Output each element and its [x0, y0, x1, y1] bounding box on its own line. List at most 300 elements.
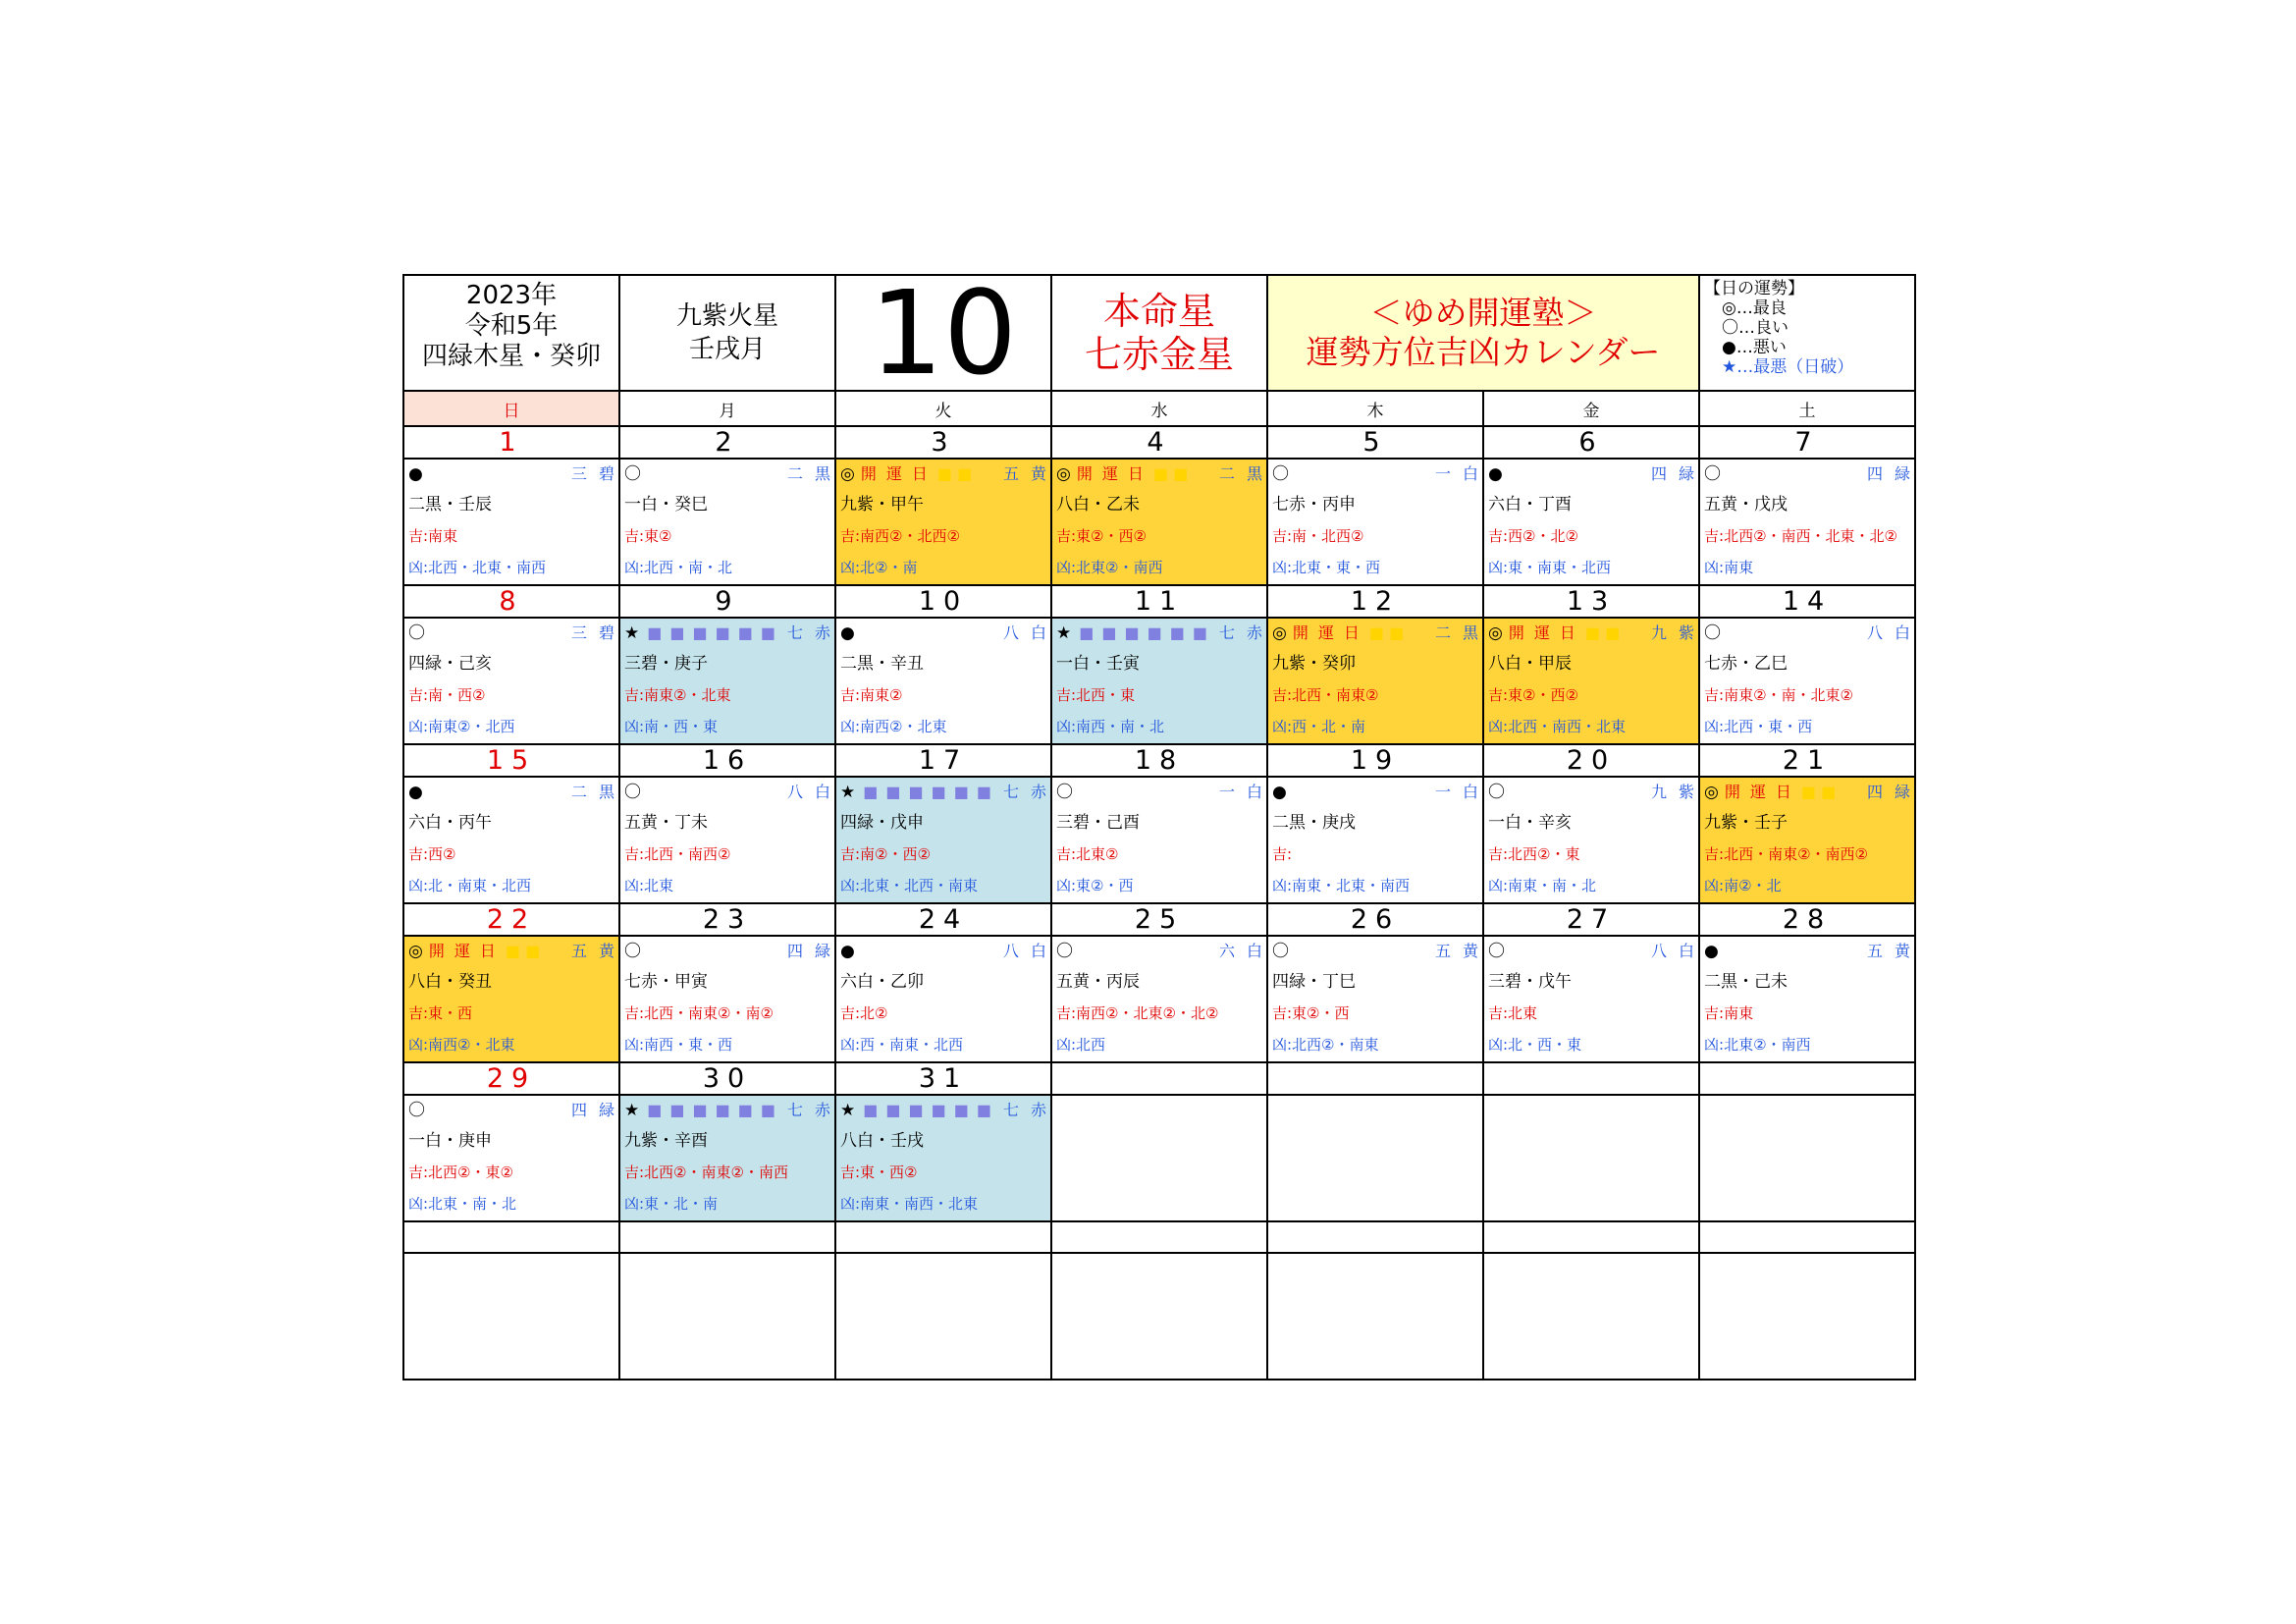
lucky-directions: 吉:南②・西② — [840, 845, 931, 863]
fortune-line — [1052, 619, 1274, 648]
lucky-directions: 吉:北西・南東② — [1272, 686, 1379, 704]
day-number — [1483, 1062, 1699, 1095]
lucky-directions: 吉:南・西② — [408, 686, 486, 704]
unlucky-directions: 凶:南西・南・北 — [1056, 718, 1165, 735]
unlucky-directions: 凶:北西②・南東 — [1272, 1036, 1379, 1054]
day-number: 13 — [1483, 585, 1699, 618]
lucky-directions: 吉:東② — [624, 527, 672, 545]
fortune-line — [836, 619, 1058, 648]
kaiun-squares: ■ ■ — [1152, 464, 1189, 483]
day-cell — [1699, 936, 1923, 1062]
day-number — [1699, 1062, 1915, 1095]
day-star: 一白 — [1218, 783, 1274, 801]
unlucky-directions: 凶:北西・東・西 — [1704, 718, 1813, 735]
day-kanshi: 六白・丙午 — [408, 813, 492, 833]
day-kanshi: 四緑・己亥 — [408, 654, 492, 674]
day-number: 21 — [1699, 744, 1915, 777]
unlucky-directions: 凶:北東・北西・南東 — [840, 877, 979, 894]
title-line1: ＜ゆめ開運塾＞ — [1369, 294, 1597, 332]
day-cell — [1267, 777, 1490, 903]
day-star: 二黒 — [1434, 623, 1490, 642]
day-kanshi: 二黒・庚戌 — [1272, 813, 1356, 833]
fortune-line — [404, 778, 626, 807]
day-cell — [1483, 936, 1707, 1062]
unlucky-directions: 凶:南東 — [1704, 559, 1754, 576]
day-kanshi: 一白・辛亥 — [1488, 813, 1572, 833]
calendar-title — [1267, 275, 1699, 391]
day-number: 11 — [1051, 585, 1267, 618]
lucky-directions: 吉:東・西 — [408, 1004, 473, 1022]
month-star-info — [619, 275, 835, 391]
day-number: 17 — [835, 744, 1051, 777]
date-number-row — [403, 1062, 1915, 1095]
lucky-directions: 吉:南東 — [1704, 1004, 1754, 1022]
weekday-row — [403, 391, 1915, 426]
fortune-mark: 〇 — [1704, 464, 1722, 484]
day-star: 七赤 — [1002, 783, 1058, 801]
day-cell — [1483, 459, 1707, 585]
day-cell — [1267, 936, 1490, 1062]
fortune-mark: ◎ — [408, 942, 423, 961]
day-kanshi: 六白・乙卯 — [840, 972, 924, 992]
fortune-line — [1484, 937, 1707, 966]
day-number: 15 — [403, 744, 619, 777]
lucky-directions: 吉:東②・西 — [1272, 1004, 1350, 1022]
day-kanshi: 八白・癸丑 — [408, 972, 492, 992]
fortune-mark: ◎ — [1488, 623, 1503, 643]
day-kanshi: 九紫・甲午 — [840, 495, 924, 514]
day-kanshi: 五黄・戊戌 — [1704, 495, 1789, 514]
legend-good: 〇…良い — [1722, 318, 1789, 338]
day-kanshi: 二黒・壬辰 — [408, 495, 492, 514]
unlucky-directions: 凶:北西・南西・北東 — [1488, 718, 1627, 735]
legend-bad: ●…悪い — [1722, 338, 1787, 357]
unlucky-directions: 凶:北西 — [1056, 1036, 1106, 1054]
unlucky-directions: 凶:東②・西 — [1056, 877, 1134, 894]
unlucky-directions: 凶:北②・南 — [840, 559, 918, 576]
day-cell — [1483, 777, 1707, 903]
kaiun-label: 開運日 — [1076, 464, 1153, 483]
unlucky-directions: 凶:南東・南・北 — [1488, 877, 1597, 894]
lucky-directions: 吉:北東② — [1056, 845, 1119, 863]
day-number: 14 — [1699, 585, 1915, 618]
fortune-line — [1484, 460, 1707, 489]
day-star: 八白 — [1867, 623, 1923, 642]
day-number: 1 — [403, 426, 619, 459]
day-content-row — [403, 777, 1915, 903]
day-kanshi: 八白・壬戌 — [840, 1131, 924, 1151]
fortune-line — [620, 937, 842, 966]
day-kanshi: 七赤・甲寅 — [624, 972, 708, 992]
kaiun-squares: ■ ■ — [1368, 623, 1405, 642]
spare-row-2 — [403, 1253, 1915, 1380]
unlucky-directions: 凶:南②・北 — [1704, 877, 1782, 894]
saiaku-squares: ■■■■■■ — [647, 1101, 783, 1119]
weekday-mon: 月 — [619, 391, 835, 426]
fortune-mark: ● — [840, 623, 855, 643]
day-kanshi: 六白・丁酉 — [1488, 495, 1572, 514]
day-star: 三碧 — [570, 623, 626, 642]
fortune-line — [620, 619, 842, 648]
fortune-mark: 〇 — [408, 1101, 425, 1120]
unlucky-directions: 凶:北・南東・北西 — [408, 877, 532, 894]
day-star: 一白 — [1434, 464, 1490, 483]
day-star: 五黄 — [570, 942, 626, 960]
lucky-directions: 吉:北西②・南東②・南西 — [624, 1164, 788, 1181]
day-cell — [835, 459, 1058, 585]
fortune-mark: 〇 — [1056, 783, 1073, 802]
year-star-label: 四緑木星・癸卯 — [421, 342, 601, 371]
weekday-fri: 金 — [1483, 391, 1699, 426]
day-star: 七赤 — [1002, 1101, 1058, 1119]
lucky-directions: 吉:南西②・北東②・北② — [1056, 1004, 1219, 1022]
fortune-mark: ★ — [840, 1101, 856, 1120]
unlucky-directions: 凶:南東・北東・南西 — [1272, 877, 1411, 894]
spare-row-1 — [403, 1221, 1915, 1253]
day-number: 19 — [1267, 744, 1483, 777]
month-star-label: 九紫火星 — [675, 301, 778, 331]
fortune-line — [1052, 937, 1274, 966]
day-number: 16 — [619, 744, 835, 777]
day-kanshi: 二黒・己未 — [1704, 972, 1789, 992]
day-star: 四緑 — [1867, 464, 1923, 483]
lucky-directions: 吉:南東 — [408, 527, 458, 545]
fortune-line — [836, 778, 1058, 807]
fortune-line — [1700, 778, 1923, 807]
fortune-mark: ◎ — [840, 464, 855, 484]
fortune-mark: ◎ — [1056, 464, 1071, 484]
day-star: 九紫 — [1651, 783, 1707, 801]
day-content-row — [403, 1095, 1915, 1221]
day-number: 24 — [835, 903, 1051, 936]
fortune-line — [1700, 619, 1923, 648]
fortune-mark: ● — [840, 942, 855, 961]
day-star: 五黄 — [1434, 942, 1490, 960]
kaiun-label: 開運日 — [860, 464, 937, 483]
fortune-line — [1484, 778, 1707, 807]
day-number: 26 — [1267, 903, 1483, 936]
day-number: 6 — [1483, 426, 1699, 459]
day-number: 2 — [619, 426, 835, 459]
fortune-mark: 〇 — [1272, 942, 1289, 961]
legend-worst: ★…最悪（日破） — [1722, 357, 1854, 377]
day-star: 四緑 — [570, 1101, 626, 1119]
unlucky-directions: 凶:北・西・東 — [1488, 1036, 1582, 1054]
kaiun-label: 開運日 — [428, 942, 506, 960]
fortune-line — [1268, 778, 1490, 807]
day-star: 八白 — [1651, 942, 1707, 960]
lucky-directions: 吉:南・北西② — [1272, 527, 1364, 545]
kaiun-squares: ■ ■ — [1584, 623, 1621, 642]
day-kanshi: 九紫・壬子 — [1704, 813, 1789, 833]
day-kanshi: 七赤・乙巳 — [1704, 654, 1789, 674]
day-number: 3 — [835, 426, 1051, 459]
month-number: 10 — [835, 275, 1051, 391]
lucky-directions: 吉:北西②・東 — [1488, 845, 1580, 863]
day-number: 10 — [835, 585, 1051, 618]
day-number: 29 — [403, 1062, 619, 1095]
day-number: 28 — [1699, 903, 1915, 936]
fortune-mark: 〇 — [624, 464, 641, 484]
day-star: 九紫 — [1651, 623, 1707, 642]
year-info — [403, 275, 619, 391]
fortune-mark: 〇 — [1704, 623, 1722, 643]
month-kanshi-label: 壬戌月 — [688, 335, 766, 364]
day-kanshi: 九紫・辛酉 — [624, 1131, 708, 1151]
fortune-mark: ★ — [624, 1101, 640, 1120]
date-number-row — [403, 744, 1915, 777]
day-star: 六白 — [1218, 942, 1274, 960]
unlucky-directions: 凶:東・北・南 — [624, 1195, 719, 1213]
fortune-line — [1268, 460, 1490, 489]
day-cell — [403, 936, 626, 1062]
lucky-directions: 吉:東・西② — [840, 1164, 918, 1181]
year-label: 2023年 — [465, 281, 558, 310]
day-cell — [1267, 618, 1490, 744]
day-number: 25 — [1051, 903, 1267, 936]
fortune-line — [620, 1096, 842, 1125]
day-cell — [1051, 1095, 1267, 1221]
day-cell — [1051, 618, 1274, 744]
day-number: 4 — [1051, 426, 1267, 459]
lucky-directions: 吉:西② — [408, 845, 456, 863]
day-number: 20 — [1483, 744, 1699, 777]
day-kanshi: 四緑・戊申 — [840, 813, 924, 833]
fortune-mark: 〇 — [624, 783, 641, 802]
fortune-mark: ● — [408, 783, 423, 802]
honmei-star: 七赤金星 — [1084, 333, 1234, 376]
unlucky-directions: 凶:北東 — [624, 877, 674, 894]
day-star: 三碧 — [570, 464, 626, 483]
kaiun-squares: ■ ■ — [1800, 783, 1837, 801]
lucky-directions: 吉: — [1272, 845, 1293, 863]
fortune-mark: 〇 — [1056, 942, 1073, 961]
day-content-row — [403, 459, 1915, 585]
weeks-body — [403, 426, 1923, 1221]
day-kanshi: 一白・壬寅 — [1056, 654, 1140, 674]
weekday-sat: 土 — [1699, 391, 1915, 426]
unlucky-directions: 凶:北東②・南西 — [1056, 559, 1163, 576]
day-kanshi: 八白・乙未 — [1056, 495, 1140, 514]
fortune-mark: ◎ — [1704, 783, 1719, 802]
day-star: 四緑 — [1651, 464, 1707, 483]
day-content-row — [403, 618, 1915, 744]
lucky-directions: 吉:西②・北② — [1488, 527, 1578, 545]
day-star: 二黒 — [786, 464, 842, 483]
day-cell — [835, 618, 1058, 744]
day-number: 31 — [835, 1062, 1051, 1095]
day-star: 四緑 — [1867, 783, 1923, 801]
day-star: 五黄 — [1867, 942, 1923, 960]
lucky-directions: 吉:北西・南西② — [624, 845, 731, 863]
day-kanshi: 九紫・癸卯 — [1272, 654, 1356, 674]
day-cell — [1699, 1095, 1915, 1221]
fortune-line — [1268, 937, 1490, 966]
fortune-mark: ● — [1488, 464, 1503, 484]
day-star: 一白 — [1434, 783, 1490, 801]
day-number: 7 — [1699, 426, 1915, 459]
fortune-mark: ★ — [1056, 623, 1072, 643]
day-cell — [1483, 618, 1707, 744]
day-cell — [1699, 459, 1923, 585]
day-number: 30 — [619, 1062, 835, 1095]
unlucky-directions: 凶:東・南東・北西 — [1488, 559, 1612, 576]
day-kanshi: 五黄・丁未 — [624, 813, 708, 833]
saiaku-squares: ■■■■■■ — [863, 1101, 999, 1119]
date-number-row — [403, 585, 1915, 618]
weekday-sun: 日 — [403, 391, 619, 426]
lucky-directions: 吉:北西・南東②・南西② — [1704, 845, 1868, 863]
day-kanshi: 五黄・丙辰 — [1056, 972, 1140, 992]
day-cell — [403, 1095, 626, 1221]
day-cell — [1051, 459, 1274, 585]
unlucky-directions: 凶:南・西・東 — [624, 718, 719, 735]
fortune-mark: ◎ — [1272, 623, 1287, 643]
saiaku-squares: ■■■■■■ — [863, 783, 999, 801]
day-kanshi: 三碧・庚子 — [624, 654, 708, 674]
lucky-directions: 吉:北西②・東② — [408, 1164, 513, 1181]
fortune-line — [836, 937, 1058, 966]
fortune-mark: ● — [1704, 942, 1719, 961]
legend — [1699, 275, 1915, 391]
day-star: 七赤 — [1218, 623, 1274, 642]
day-star: 八白 — [786, 783, 842, 801]
lucky-directions: 吉:東②・西② — [1488, 686, 1578, 704]
fortune-line — [404, 619, 626, 648]
day-cell — [1483, 1095, 1699, 1221]
day-kanshi: 三碧・己酉 — [1056, 813, 1140, 833]
lucky-directions: 吉:北東 — [1488, 1004, 1538, 1022]
day-cell — [1051, 777, 1274, 903]
day-number: 9 — [619, 585, 835, 618]
era-label: 令和5年 — [464, 311, 559, 341]
day-number — [1051, 1062, 1267, 1095]
fortune-line — [404, 460, 626, 489]
fortune-mark: 〇 — [1488, 783, 1505, 802]
day-cell — [403, 618, 626, 744]
day-star: 七赤 — [786, 1101, 842, 1119]
unlucky-directions: 凶:西・南東・北西 — [840, 1036, 964, 1054]
unlucky-directions: 凶:南西・東・西 — [624, 1036, 733, 1054]
day-star: 二黒 — [570, 783, 626, 801]
saiaku-squares: ■■■■■■ — [1079, 623, 1215, 642]
fortune-line — [836, 460, 1058, 489]
unlucky-directions: 凶:北西・南・北 — [624, 559, 733, 576]
saiaku-squares: ■■■■■■ — [647, 623, 783, 642]
day-number: 27 — [1483, 903, 1699, 936]
fortune-mark: 〇 — [408, 623, 425, 643]
kaiun-squares: ■ ■ — [505, 942, 541, 960]
day-cell — [835, 936, 1058, 1062]
day-cell — [619, 618, 842, 744]
day-content-row — [403, 936, 1915, 1062]
day-number — [1267, 1062, 1483, 1095]
fortune-line — [1700, 460, 1923, 489]
fortune-line — [1052, 460, 1274, 489]
unlucky-directions: 凶:北東・南・北 — [408, 1195, 517, 1213]
day-number: 23 — [619, 903, 835, 936]
legend-heading: 【日の運勢】 — [1704, 279, 1805, 298]
unlucky-directions: 凶:南東②・北西 — [408, 718, 515, 735]
fortune-mark: 〇 — [1488, 942, 1505, 961]
lucky-directions: 吉:南東② — [840, 686, 903, 704]
day-cell — [1051, 936, 1274, 1062]
honmei-info — [1051, 275, 1267, 391]
lucky-directions: 吉:南東②・南・北東② — [1704, 686, 1853, 704]
unlucky-directions: 凶:西・北・南 — [1272, 718, 1366, 735]
day-cell — [835, 1095, 1058, 1221]
fortune-line — [404, 937, 626, 966]
title-line2: 運勢方位吉凶カレンダー — [1306, 333, 1661, 371]
fortune-line — [404, 1096, 626, 1125]
lucky-directions: 吉:北② — [840, 1004, 888, 1022]
kaiun-label: 開運日 — [1292, 623, 1369, 642]
unlucky-directions: 凶:南西②・北東 — [840, 718, 947, 735]
day-cell — [1699, 777, 1923, 903]
fortune-mark: 〇 — [624, 942, 641, 961]
lucky-directions: 吉:南西②・北西② — [840, 527, 960, 545]
fortune-mark: 〇 — [1272, 464, 1289, 484]
day-star: 七赤 — [786, 623, 842, 642]
day-number: 22 — [403, 903, 619, 936]
day-cell — [1699, 618, 1923, 744]
unlucky-directions: 凶:南東・南西・北東 — [840, 1195, 979, 1213]
day-number: 8 — [403, 585, 619, 618]
fortune-line — [836, 1096, 1058, 1125]
day-number: 18 — [1051, 744, 1267, 777]
lucky-directions: 吉:北西②・南西・北東・北② — [1704, 527, 1897, 545]
fortune-mark: ● — [1272, 783, 1287, 802]
day-cell — [619, 777, 842, 903]
day-kanshi: 七赤・丙申 — [1272, 495, 1356, 514]
day-kanshi: 一白・癸巳 — [624, 495, 708, 514]
honmei-label: 本命星 — [1102, 290, 1215, 333]
lucky-directions: 吉:南東②・北東 — [624, 686, 731, 704]
fortune-line — [620, 778, 842, 807]
fortune-line — [620, 460, 842, 489]
weekday-tue: 火 — [835, 391, 1051, 426]
lucky-directions: 吉:北西・南東②・南② — [624, 1004, 774, 1022]
kaiun-label: 開運日 — [1724, 783, 1801, 801]
fortune-line — [1700, 937, 1923, 966]
day-kanshi: 一白・庚申 — [408, 1131, 492, 1151]
day-star: 五黄 — [1002, 464, 1058, 483]
fortune-mark: ★ — [624, 623, 640, 643]
date-number-row — [403, 426, 1915, 459]
unlucky-directions: 凶:南西②・北東 — [408, 1036, 515, 1054]
calendar-table — [402, 265, 1923, 1380]
header-row — [403, 275, 1915, 391]
unlucky-directions: 凶:北東②・南西 — [1704, 1036, 1811, 1054]
day-cell — [619, 1095, 842, 1221]
day-star: 二黒 — [1218, 464, 1274, 483]
day-cell — [403, 459, 626, 585]
legend-best: ◎…最良 — [1722, 298, 1787, 318]
day-star: 四緑 — [786, 942, 842, 960]
fortune-mark: ● — [408, 464, 423, 484]
day-cell — [619, 459, 842, 585]
unlucky-directions: 凶:北東・東・西 — [1272, 559, 1381, 576]
fortune-mark: ★ — [840, 783, 856, 802]
day-cell — [1267, 459, 1490, 585]
day-kanshi: 三碧・戊午 — [1488, 972, 1572, 992]
fortune-line — [1268, 619, 1490, 648]
day-number: 12 — [1267, 585, 1483, 618]
day-kanshi: 四緑・丁巳 — [1272, 972, 1356, 992]
fortune-line — [1052, 778, 1274, 807]
day-star: 八白 — [1002, 942, 1058, 960]
day-cell — [1267, 1095, 1483, 1221]
